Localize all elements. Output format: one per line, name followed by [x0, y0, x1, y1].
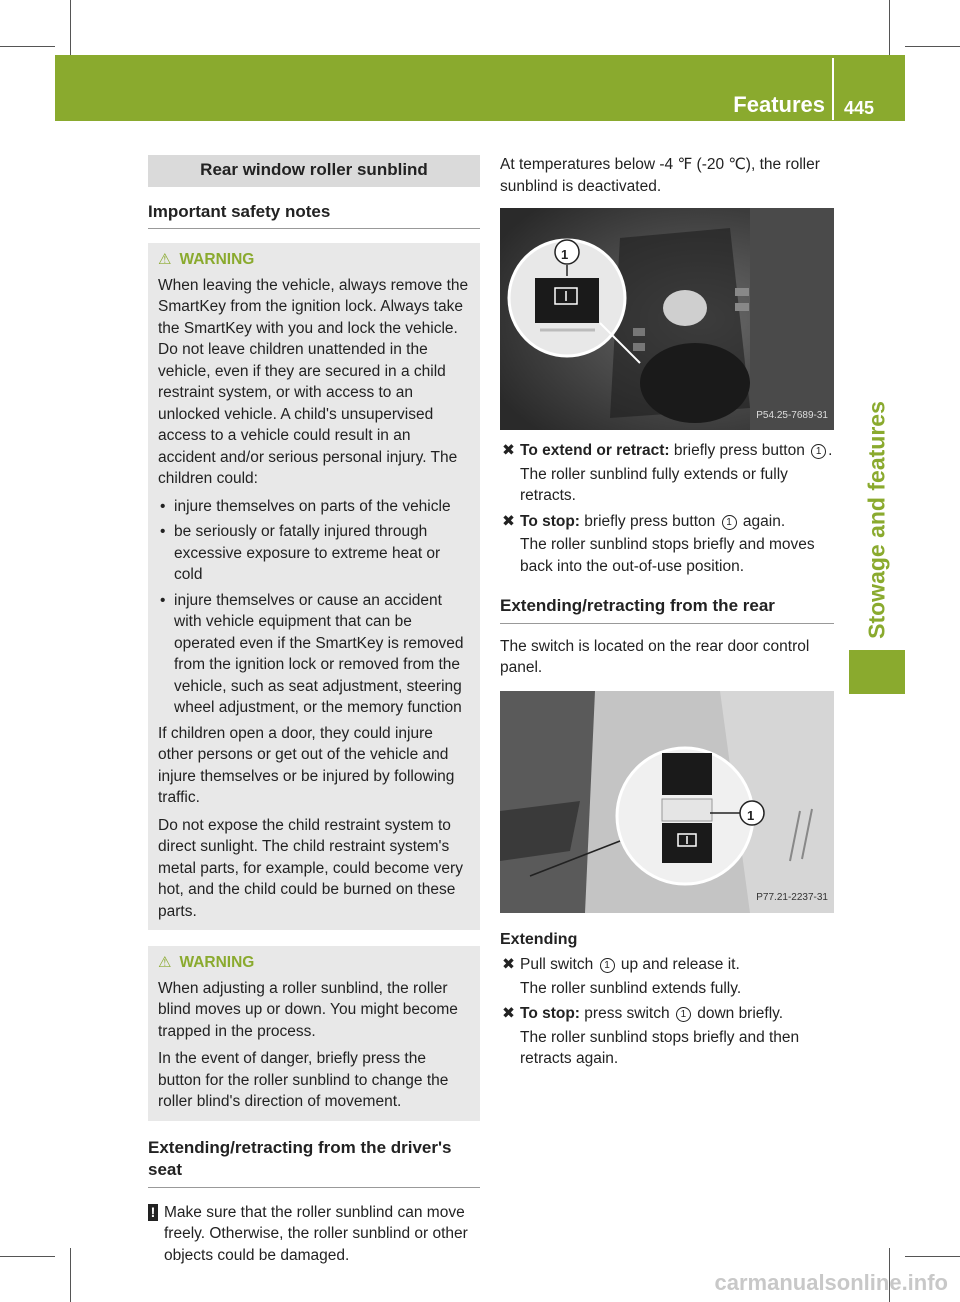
photo-callout: 1: [561, 247, 569, 262]
photo-code: P54.25-7689-31: [756, 409, 828, 421]
step-text: briefly press button: [673, 442, 805, 459]
rear-text: The switch is located on the rear door control panel.: [500, 637, 810, 676]
section-title: Rear window roller sunblind: [148, 155, 480, 187]
instruction-step: [500, 511, 834, 533]
step-text: press switch: [584, 1005, 670, 1022]
warning-paragraph: If children open a door, they could injure other persons or get out of the vehicle and injure themselves or be injured by following traffic.: [158, 724, 455, 806]
warning-triangle-icon: ⚠: [158, 251, 172, 268]
step-text: briefly press button: [584, 512, 716, 530]
warning-title: WARNING: [179, 954, 255, 971]
step-text: up and release it.: [620, 956, 740, 973]
heading-safety: Important safety notes: [148, 201, 480, 230]
step-text: again.: [742, 512, 786, 530]
step-result: The roller sunblind fully extends or fully retracts.: [520, 465, 788, 504]
crop-mark: [905, 46, 960, 47]
step-text: Pull switch: [520, 956, 594, 973]
warning-box: [148, 946, 480, 1121]
warning-paragraph: In the event of danger, briefly press the button for the roller sunblind to change the roller blind's direction of movement.: [158, 1050, 449, 1110]
right-column: [500, 154, 834, 1074]
callout-number: 1: [600, 958, 615, 973]
step-label: To stop:: [520, 1005, 580, 1022]
step-arrow-icon: ✖: [502, 956, 515, 973]
photo-callout: 1: [747, 807, 755, 823]
subheading-extending: Extending: [500, 930, 578, 948]
watermark: carmanualsonline.info: [714, 1270, 948, 1295]
warning-paragraph: When leaving the vehicle, always remove the SmartKey from the ignition lock. Always take the SmartKey with you and lock the vehicle. Do not leave children unattended in the vehicle, even if they are secured in a child restraint system, or with access to an unlocked vehicle. A child's unsupervised access to a vehicle could result in an accident and/or serious personal injury. The children could:: [158, 276, 469, 487]
warning-paragraph: When adjusting a roller sunblind, the roller blind moves up or down. You might become trapped in the process.: [158, 979, 458, 1040]
warning-title: WARNING: [179, 251, 255, 268]
step-result: The roller sunblind stops briefly and then retracts again.: [520, 1028, 800, 1067]
instruction-step: [500, 440, 834, 462]
callout-number: 1: [811, 444, 826, 459]
step-arrow-icon: ✖: [502, 512, 515, 530]
step-result: The roller sunblind stops briefly and moves back into the out-of-use position.: [520, 536, 815, 575]
side-tab-label: Stowage and features: [863, 401, 890, 639]
center-console-photo: [500, 208, 834, 430]
instruction-step: [500, 1003, 834, 1025]
left-column: [148, 155, 480, 1266]
instruction-step: [500, 954, 834, 976]
crop-mark: [905, 1256, 960, 1257]
step-text: .: [828, 442, 833, 459]
side-tab-marker: [849, 650, 905, 694]
list-item: • be seriously or fatally injured through excessive exposure to extreme heat or cold: [158, 521, 472, 586]
crop-mark: [0, 1256, 55, 1257]
photo-code: P77.21-2237-31: [756, 892, 828, 903]
header-title: Features: [733, 92, 825, 117]
page-number: 445: [844, 98, 875, 118]
heading-rear: Extending/retracting from the rear: [500, 595, 834, 624]
rear-door-illustration: [500, 691, 834, 913]
callout-number: 1: [676, 1007, 691, 1022]
warning-paragraph: Do not expose the child restraint system to direct sunlight. The child restraint system's metal parts, for example, could become very hot, and the child could be burned on these parts.: [158, 816, 463, 920]
crop-mark: [889, 0, 890, 55]
step-label: To extend or retract:: [520, 442, 670, 459]
step-label: To stop:: [520, 512, 580, 530]
step-arrow-icon: ✖: [502, 442, 515, 459]
warning-triangle-icon: ⚠: [158, 954, 172, 971]
list-item: • injure themselves or cause an accident with vehicle equipment that can be operated even if the SmartKey is removed from the ignition lock or removed from the vehicle, such as seat adjustment, steering wheel adjustment, or the memory function: [158, 590, 472, 719]
note-text: Make sure that the roller sunblind can move freely. Otherwise, the roller sunblind or other objects could be damaged.: [164, 1203, 468, 1264]
heading-driver-seat: Extending/retracting from the driver's seat: [148, 1137, 480, 1188]
crop-mark: [70, 1248, 71, 1302]
note: [148, 1202, 480, 1267]
crop-mark: [0, 46, 55, 47]
callout-number: 1: [722, 515, 737, 530]
header-separator: [832, 58, 834, 120]
rear-door-photo: [500, 691, 834, 913]
list-item: • injure themselves on parts of the vehicle: [158, 496, 472, 518]
crop-mark: [70, 0, 71, 55]
step-text: down briefly.: [697, 1005, 784, 1022]
temperature-text: At temperatures below -4 ℉ (-20 ℃), the roller sunblind is deactivated.: [500, 156, 820, 195]
exclamation-icon: !: [148, 1204, 158, 1221]
step-result: The roller sunblind extends fully.: [520, 979, 742, 997]
warning-box: [148, 243, 480, 930]
center-console-illustration: [500, 208, 834, 430]
step-arrow-icon: ✖: [502, 1005, 515, 1022]
